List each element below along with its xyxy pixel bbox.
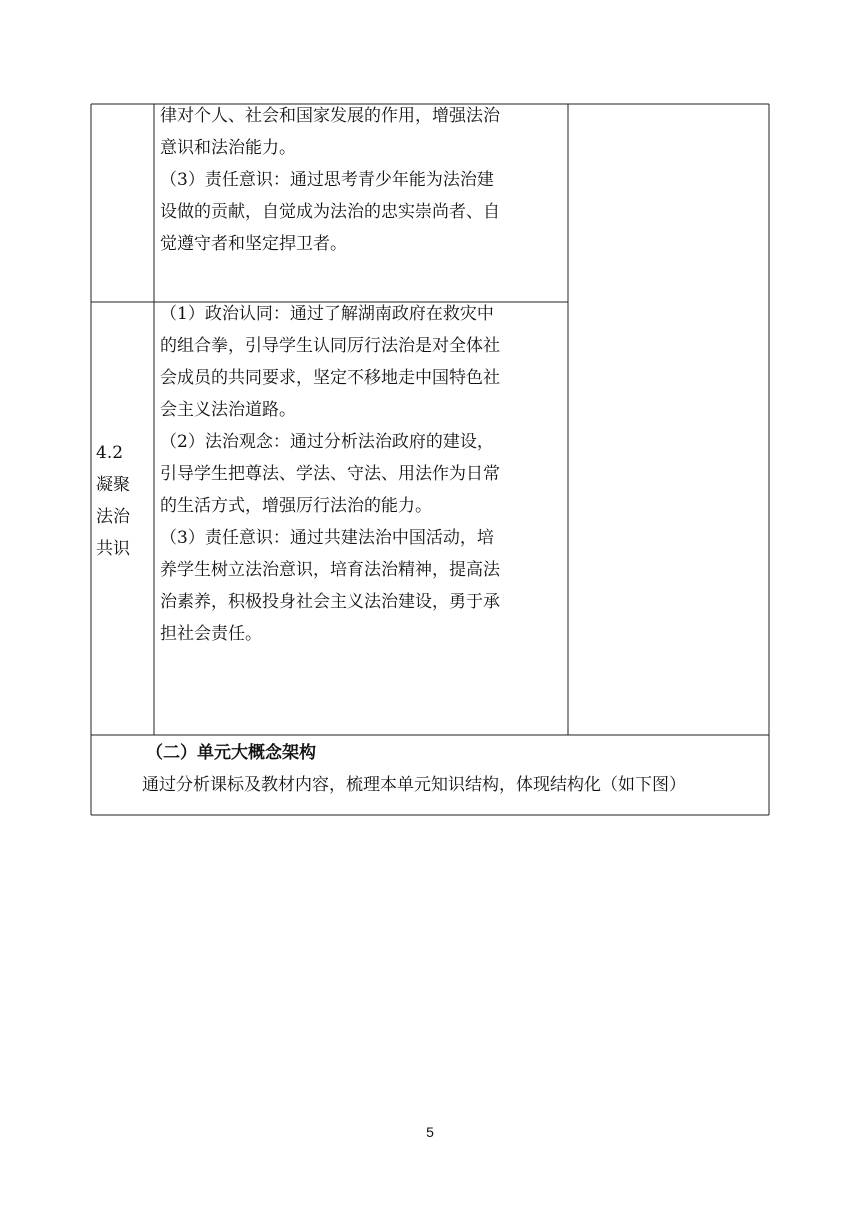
row2-label [96,437,148,565]
label-line: 4.2 [96,443,124,463]
text-line: （1）政治认同：通过了解湖南政府在救灾中 [160,304,494,324]
text-line: 会成员的共同要求，坚定不移地走中国特色社 [160,368,500,388]
section-heading: （二）单元大概念架构 [146,743,316,763]
page-number: 5 [426,1124,434,1140]
label-line: 共识 [96,539,130,559]
text-line: 养学生树立法治意识，培育法治精神，提高法 [160,560,500,580]
row1-content [160,100,565,260]
label-line: 法治 [96,507,130,527]
text-line: 引导学生把尊法、学法、守法、用法作为日常 [160,464,500,484]
text-line: 的组合拳，引导学生认同厉行法治是对全体社 [160,336,500,356]
text-line: 会主义法治道路。 [160,400,296,420]
section-body: 通过分析课标及教材内容，梳理本单元知识结构，体现结构化（如下图） [142,775,686,795]
text-line: 觉遵守者和坚定捍卫者。 [160,234,347,254]
text-line: （2）法治观念：通过分析法治政府的建设， [160,432,494,452]
label-line: 凝聚 [96,475,130,495]
text-line: （3）责任意识：通过思考青少年能为法治建 [160,170,494,190]
text-line: （3）责任意识：通过共建法治中国活动，培 [160,528,494,548]
section-cell [100,737,765,801]
text-line: 意识和法治能力。 [160,138,296,158]
text-line: 治素养，积极投身社会主义法治建设，勇于承 [160,592,500,612]
text-line: 的生活方式，增强厉行法治的能力。 [160,496,432,516]
text-line: 律对个人、社会和国家发展的作用，增强法治 [160,106,500,126]
text-line: 设做的贡献，自觉成为法治的忠实崇尚者、自 [160,202,500,222]
text-line: 担社会责任。 [160,624,262,644]
row2-content [160,298,565,650]
